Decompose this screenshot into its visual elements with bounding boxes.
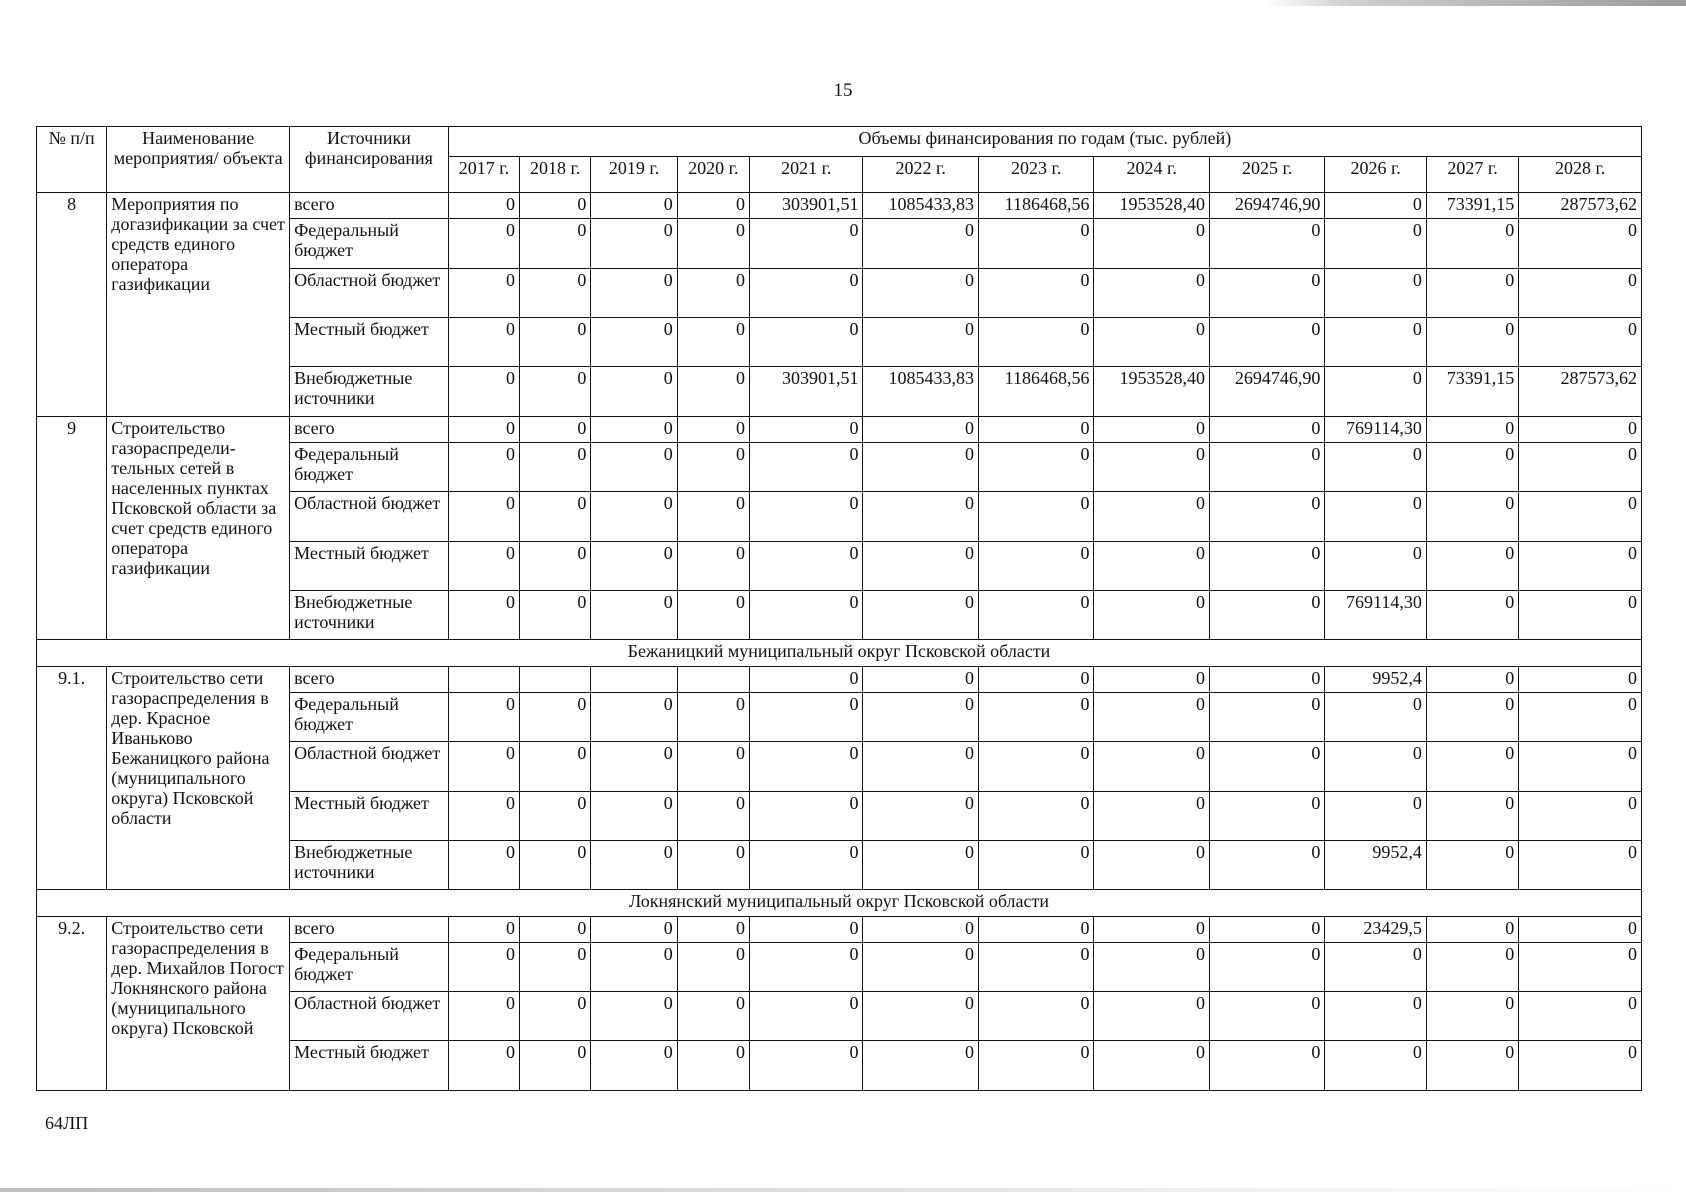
- value-cell: 0: [1094, 268, 1209, 317]
- value-cell: 0: [1519, 442, 1642, 491]
- value-cell: 0: [1209, 791, 1324, 840]
- funding-source: Внебюджетные источники: [290, 590, 449, 639]
- funding-source: Местный бюджет: [290, 317, 449, 366]
- value-cell: 0: [1209, 416, 1324, 442]
- value-cell: 0: [1426, 541, 1518, 590]
- value-cell: 0: [1094, 590, 1209, 639]
- value-cell: 0: [750, 992, 863, 1041]
- value-cell: 0: [591, 219, 677, 268]
- value-cell: 0: [1325, 492, 1426, 541]
- value-cell: 73391,15: [1426, 367, 1518, 416]
- value-cell: 0: [1094, 317, 1209, 366]
- table-row: [37, 916, 1642, 942]
- value-cell: 0: [520, 590, 591, 639]
- region-heading: Локнянский муниципальный округ Псковской области: [37, 890, 1642, 916]
- value-cell: 0: [1094, 742, 1209, 791]
- value-cell: 0: [863, 692, 978, 741]
- value-cell: 0: [520, 1041, 591, 1091]
- funding-source: Местный бюджет: [290, 791, 449, 840]
- value-cell: 0: [677, 367, 749, 416]
- value-cell: 0: [750, 791, 863, 840]
- value-cell: 0: [448, 992, 519, 1041]
- page-number: 15: [833, 80, 853, 101]
- value-cell: 0: [978, 416, 1093, 442]
- financing-table: [36, 126, 1642, 1091]
- value-cell: 0: [677, 416, 749, 442]
- table-row: [37, 666, 1642, 692]
- value-cell: 0: [591, 367, 677, 416]
- funding-source: Областной бюджет: [290, 268, 449, 317]
- value-cell: 0: [1209, 666, 1324, 692]
- value-cell: 0: [1209, 590, 1324, 639]
- value-cell: 0: [1519, 492, 1642, 541]
- value-cell: 0: [1325, 219, 1426, 268]
- value-cell: 0: [1325, 1041, 1426, 1091]
- value-cell: 0: [520, 442, 591, 491]
- value-cell: 0: [978, 942, 1093, 991]
- value-cell: 0: [1094, 219, 1209, 268]
- value-cell: 0: [978, 317, 1093, 366]
- funding-source: Федеральный бюджет: [290, 942, 449, 991]
- value-cell: 0: [1519, 692, 1642, 741]
- value-cell: 0: [520, 193, 591, 219]
- funding-source: Внебюджетные источники: [290, 367, 449, 416]
- header-year: 2017 г.: [448, 157, 519, 193]
- value-cell: 0: [1094, 666, 1209, 692]
- value-cell: 0: [591, 791, 677, 840]
- value-cell: 0: [750, 942, 863, 991]
- region-heading: Бежаницкий муниципальный округ Псковской области: [37, 640, 1642, 666]
- value-cell: 303901,51: [750, 367, 863, 416]
- value-cell: 0: [1094, 992, 1209, 1041]
- value-cell: 0: [978, 442, 1093, 491]
- value-cell: 0: [677, 1041, 749, 1091]
- value-cell: 0: [978, 1041, 1093, 1091]
- value-cell: 0: [1094, 416, 1209, 442]
- table-row: [37, 416, 1642, 442]
- value-cell: [448, 666, 519, 692]
- value-cell: 0: [520, 992, 591, 1041]
- item-name: Строительство газораспредели-тельных сетей в населенных пунктах Псковской области за счет средств единого оператора газификации: [107, 416, 290, 640]
- header-source: Источники финансирования: [290, 127, 449, 193]
- value-cell: 0: [1209, 942, 1324, 991]
- funding-source: Федеральный бюджет: [290, 219, 449, 268]
- value-cell: 0: [448, 219, 519, 268]
- funding-source: Областной бюджет: [290, 992, 449, 1041]
- value-cell: 0: [591, 590, 677, 639]
- value-cell: 0: [863, 219, 978, 268]
- value-cell: 0: [1209, 692, 1324, 741]
- region-row: [37, 890, 1642, 916]
- value-cell: 0: [1426, 942, 1518, 991]
- value-cell: 0: [863, 416, 978, 442]
- value-cell: 0: [1519, 219, 1642, 268]
- scan-edge-bottom: [0, 1188, 1686, 1192]
- value-cell: 0: [863, 442, 978, 491]
- funding-source: Областной бюджет: [290, 492, 449, 541]
- table-row: [37, 193, 1642, 219]
- value-cell: 9952,4: [1325, 840, 1426, 889]
- header-name: Наименование мероприятия/ объекта: [107, 127, 290, 193]
- value-cell: 0: [750, 416, 863, 442]
- value-cell: 0: [1519, 1041, 1642, 1091]
- value-cell: 0: [863, 666, 978, 692]
- value-cell: 0: [1209, 541, 1324, 590]
- value-cell: 0: [1094, 541, 1209, 590]
- value-cell: 0: [591, 416, 677, 442]
- header-year: 2027 г.: [1426, 157, 1518, 193]
- value-cell: 0: [520, 492, 591, 541]
- funding-source: Местный бюджет: [290, 541, 449, 590]
- value-cell: 0: [978, 541, 1093, 590]
- value-cell: 0: [750, 742, 863, 791]
- value-cell: 0: [978, 742, 1093, 791]
- value-cell: 0: [448, 367, 519, 416]
- value-cell: 0: [750, 916, 863, 942]
- value-cell: 0: [863, 492, 978, 541]
- value-cell: 9952,4: [1325, 666, 1426, 692]
- value-cell: 0: [750, 219, 863, 268]
- value-cell: 0: [677, 541, 749, 590]
- value-cell: 0: [520, 541, 591, 590]
- value-cell: 0: [1209, 840, 1324, 889]
- value-cell: 0: [1519, 541, 1642, 590]
- value-cell: 0: [591, 692, 677, 741]
- value-cell: 0: [448, 742, 519, 791]
- value-cell: 0: [520, 942, 591, 991]
- value-cell: 1186468,56: [978, 367, 1093, 416]
- value-cell: 0: [677, 442, 749, 491]
- header-year: 2024 г.: [1094, 157, 1209, 193]
- value-cell: 0: [1325, 942, 1426, 991]
- value-cell: 0: [591, 916, 677, 942]
- value-cell: 0: [1325, 268, 1426, 317]
- funding-source: Внебюджетные источники: [290, 840, 449, 889]
- value-cell: 0: [520, 219, 591, 268]
- value-cell: 0: [448, 590, 519, 639]
- value-cell: 0: [1209, 992, 1324, 1041]
- value-cell: 0: [1325, 791, 1426, 840]
- header-year: 2020 г.: [677, 157, 749, 193]
- value-cell: 0: [1094, 442, 1209, 491]
- value-cell: 0: [750, 492, 863, 541]
- value-cell: 1085433,83: [863, 193, 978, 219]
- value-cell: 0: [1325, 692, 1426, 741]
- value-cell: 0: [677, 219, 749, 268]
- value-cell: 0: [1426, 916, 1518, 942]
- value-cell: 0: [1209, 916, 1324, 942]
- value-cell: 0: [1094, 942, 1209, 991]
- value-cell: 0: [677, 992, 749, 1041]
- item-name: Мероприятия по догазификации за счет средств единого оператора газификации: [107, 193, 290, 417]
- value-cell: 0: [448, 840, 519, 889]
- value-cell: 303901,51: [750, 193, 863, 219]
- value-cell: 0: [750, 1041, 863, 1091]
- value-cell: 0: [1426, 492, 1518, 541]
- value-cell: 0: [448, 942, 519, 991]
- funding-source: всего: [290, 416, 449, 442]
- scan-edge-top: [0, 0, 1686, 6]
- value-cell: 0: [750, 442, 863, 491]
- header-year: 2028 г.: [1519, 157, 1642, 193]
- value-cell: 2694746,90: [1209, 193, 1324, 219]
- value-cell: 0: [1519, 992, 1642, 1041]
- value-cell: 0: [1325, 541, 1426, 590]
- value-cell: 0: [863, 541, 978, 590]
- value-cell: 769114,30: [1325, 416, 1426, 442]
- value-cell: 1953528,40: [1094, 193, 1209, 219]
- value-cell: 0: [978, 840, 1093, 889]
- value-cell: 0: [1426, 219, 1518, 268]
- value-cell: 23429,5: [1325, 916, 1426, 942]
- value-cell: 0: [448, 916, 519, 942]
- value-cell: 0: [978, 666, 1093, 692]
- header-year: 2023 г.: [978, 157, 1093, 193]
- value-cell: 0: [1519, 590, 1642, 639]
- value-cell: 0: [448, 541, 519, 590]
- value-cell: 0: [1426, 992, 1518, 1041]
- funding-source: Федеральный бюджет: [290, 442, 449, 491]
- value-cell: 0: [591, 1041, 677, 1091]
- value-cell: [677, 666, 749, 692]
- funding-source: Местный бюджет: [290, 1041, 449, 1091]
- item-number: 9: [37, 416, 107, 640]
- value-cell: 1085433,83: [863, 367, 978, 416]
- value-cell: 0: [1209, 742, 1324, 791]
- funding-source: Областной бюджет: [290, 742, 449, 791]
- value-cell: 0: [677, 742, 749, 791]
- value-cell: 0: [677, 590, 749, 639]
- value-cell: 0: [520, 317, 591, 366]
- value-cell: 0: [448, 268, 519, 317]
- value-cell: 0: [978, 916, 1093, 942]
- value-cell: 0: [750, 317, 863, 366]
- value-cell: 0: [1209, 219, 1324, 268]
- value-cell: 0: [750, 692, 863, 741]
- value-cell: 769114,30: [1325, 590, 1426, 639]
- value-cell: 0: [1519, 942, 1642, 991]
- value-cell: 0: [1426, 442, 1518, 491]
- value-cell: 0: [520, 916, 591, 942]
- value-cell: 0: [591, 742, 677, 791]
- value-cell: 0: [591, 442, 677, 491]
- value-cell: 287573,62: [1519, 367, 1642, 416]
- value-cell: 0: [1519, 317, 1642, 366]
- value-cell: 0: [1519, 416, 1642, 442]
- value-cell: 0: [677, 317, 749, 366]
- header-year: 2018 г.: [520, 157, 591, 193]
- value-cell: 0: [1094, 916, 1209, 942]
- value-cell: 0: [1094, 492, 1209, 541]
- header-year: 2025 г.: [1209, 157, 1324, 193]
- value-cell: 0: [520, 692, 591, 741]
- value-cell: 0: [1426, 1041, 1518, 1091]
- value-cell: 0: [750, 590, 863, 639]
- value-cell: 2694746,90: [1209, 367, 1324, 416]
- header-year: 2021 г.: [750, 157, 863, 193]
- item-name: Строительство сети газораспределения в дер. Михайлов Погост Локнянского района (муниципального округа) Псковской: [107, 916, 290, 1091]
- value-cell: 0: [677, 193, 749, 219]
- value-cell: 0: [1426, 742, 1518, 791]
- value-cell: 0: [1325, 742, 1426, 791]
- value-cell: 0: [1519, 791, 1642, 840]
- header-number: № п/п: [37, 127, 107, 193]
- value-cell: 1186468,56: [978, 193, 1093, 219]
- value-cell: 0: [1094, 1041, 1209, 1091]
- value-cell: 0: [677, 268, 749, 317]
- value-cell: 0: [448, 442, 519, 491]
- value-cell: 0: [448, 416, 519, 442]
- value-cell: 0: [591, 268, 677, 317]
- header-year: 2026 г.: [1325, 157, 1426, 193]
- value-cell: 0: [1325, 317, 1426, 366]
- funding-source: Федеральный бюджет: [290, 692, 449, 741]
- footer-code: 64ЛП: [45, 1113, 89, 1133]
- value-cell: 0: [448, 1041, 519, 1091]
- value-cell: 0: [1209, 317, 1324, 366]
- value-cell: 0: [520, 840, 591, 889]
- value-cell: 0: [448, 193, 519, 219]
- value-cell: 0: [1519, 742, 1642, 791]
- value-cell: 0: [591, 193, 677, 219]
- value-cell: 0: [863, 317, 978, 366]
- value-cell: 0: [1325, 992, 1426, 1041]
- item-number: 9.2.: [37, 916, 107, 1091]
- value-cell: [520, 666, 591, 692]
- value-cell: 0: [750, 666, 863, 692]
- value-cell: 0: [1094, 791, 1209, 840]
- value-cell: 0: [520, 791, 591, 840]
- value-cell: 0: [1426, 666, 1518, 692]
- value-cell: 0: [1209, 492, 1324, 541]
- funding-source: всего: [290, 916, 449, 942]
- value-cell: 0: [1519, 268, 1642, 317]
- value-cell: 0: [750, 268, 863, 317]
- value-cell: 0: [591, 840, 677, 889]
- value-cell: 0: [863, 1041, 978, 1091]
- value-cell: 0: [520, 268, 591, 317]
- value-cell: 0: [677, 791, 749, 840]
- value-cell: 0: [1426, 840, 1518, 889]
- value-cell: 0: [978, 992, 1093, 1041]
- value-cell: 0: [1094, 692, 1209, 741]
- value-cell: 0: [1519, 666, 1642, 692]
- value-cell: 0: [677, 492, 749, 541]
- value-cell: 0: [978, 219, 1093, 268]
- value-cell: 0: [591, 541, 677, 590]
- value-cell: 73391,15: [1426, 193, 1518, 219]
- funding-source: всего: [290, 193, 449, 219]
- header-year: 2019 г.: [591, 157, 677, 193]
- value-cell: 0: [677, 692, 749, 741]
- value-cell: 0: [1519, 840, 1642, 889]
- value-cell: 0: [1209, 1041, 1324, 1091]
- value-cell: 0: [863, 992, 978, 1041]
- value-cell: 0: [863, 840, 978, 889]
- item-name: Строительство сети газораспределения в дер. Красное Иваньково Бежаницкого района (муниципального округа) Псковской области: [107, 666, 290, 890]
- value-cell: 0: [863, 268, 978, 317]
- item-number: 8: [37, 193, 107, 417]
- value-cell: 0: [978, 590, 1093, 639]
- value-cell: 0: [591, 492, 677, 541]
- funding-source: всего: [290, 666, 449, 692]
- value-cell: 0: [863, 942, 978, 991]
- value-cell: 0: [1209, 268, 1324, 317]
- value-cell: 0: [863, 916, 978, 942]
- value-cell: 0: [591, 992, 677, 1041]
- value-cell: 1953528,40: [1094, 367, 1209, 416]
- value-cell: 0: [1426, 268, 1518, 317]
- value-cell: 0: [750, 541, 863, 590]
- value-cell: 0: [1426, 692, 1518, 741]
- value-cell: 0: [978, 692, 1093, 741]
- value-cell: 0: [978, 268, 1093, 317]
- value-cell: 0: [677, 840, 749, 889]
- value-cell: 0: [448, 692, 519, 741]
- value-cell: 0: [1209, 442, 1324, 491]
- value-cell: 0: [1519, 916, 1642, 942]
- value-cell: 0: [1325, 442, 1426, 491]
- value-cell: 0: [448, 492, 519, 541]
- value-cell: [591, 666, 677, 692]
- value-cell: 0: [677, 916, 749, 942]
- region-row: [37, 640, 1642, 666]
- value-cell: 0: [1325, 193, 1426, 219]
- header-volumes: Объемы финансирования по годам (тыс. рублей): [448, 127, 1641, 157]
- value-cell: 0: [448, 317, 519, 366]
- value-cell: 0: [520, 742, 591, 791]
- value-cell: 0: [448, 791, 519, 840]
- value-cell: 0: [1426, 317, 1518, 366]
- value-cell: 0: [1426, 791, 1518, 840]
- value-cell: 0: [978, 492, 1093, 541]
- value-cell: 0: [1094, 840, 1209, 889]
- value-cell: 0: [863, 590, 978, 639]
- value-cell: 0: [520, 367, 591, 416]
- value-cell: 0: [1325, 367, 1426, 416]
- value-cell: 0: [750, 840, 863, 889]
- value-cell: 0: [591, 317, 677, 366]
- value-cell: 0: [863, 791, 978, 840]
- value-cell: 0: [1426, 590, 1518, 639]
- item-number: 9.1.: [37, 666, 107, 890]
- value-cell: 0: [520, 416, 591, 442]
- value-cell: 0: [677, 942, 749, 991]
- value-cell: 0: [863, 742, 978, 791]
- value-cell: 287573,62: [1519, 193, 1642, 219]
- value-cell: 0: [591, 942, 677, 991]
- value-cell: 0: [1426, 416, 1518, 442]
- value-cell: 0: [978, 791, 1093, 840]
- header-year: 2022 г.: [863, 157, 978, 193]
